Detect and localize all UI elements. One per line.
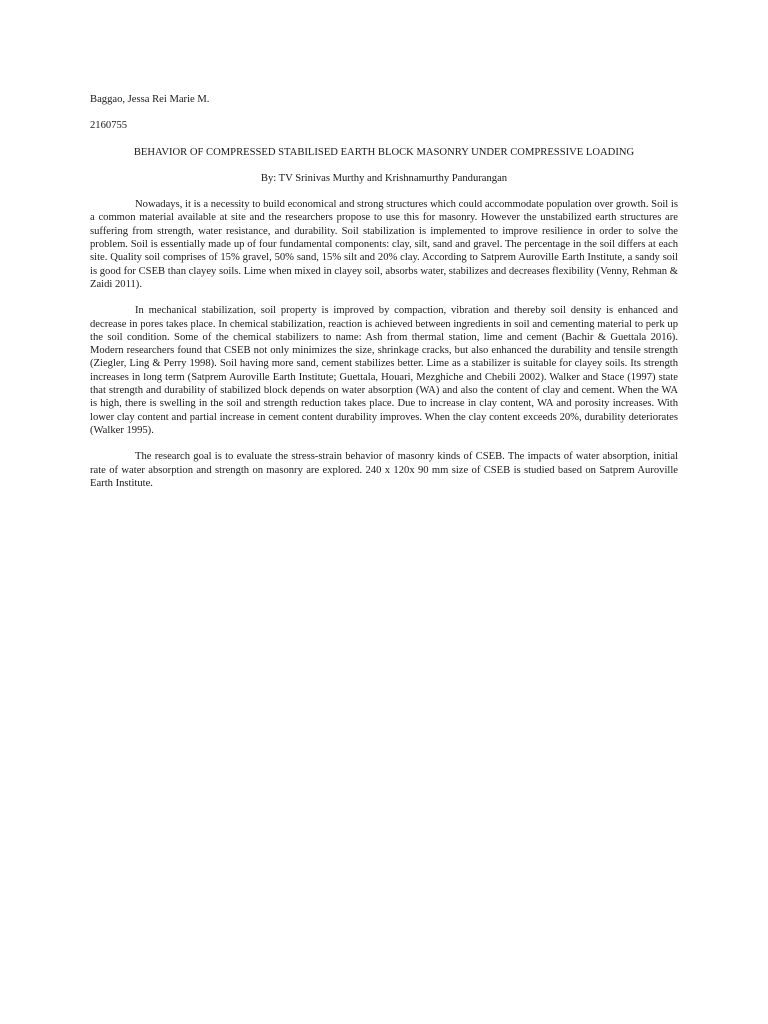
paragraph-stabilization: In mechanical stabilization, soil property is improved by compaction, vibration and thereby soil density is enhanced and decrease in pores takes place. In chemical stabilization, reaction is achieved between ingredients in soil and cementing material to perk up the soil condition. Some of the chemical stabilizers to name: Ash from thermal station, lime and cement (Bachir & Guettala 2016). Modern researchers found that CSEB not only minimizes the size, shrinkage cracks, but also enhanced the durability and tensile strength (Ziegler, Ling & Perry 1998). Soil having more sand, cement stabilizes better. Lime as a stabilizer is suitable for clayey soils. Its strength increases in long term (Satprem Auroville Earth Institute; Guettala, Houari, Mezghiche and Chebili 2002). Walker and Stace (1997) state that strength and durability of stabilized block depends on water absorption (WA) and also the content of clay and cement. When the WA is high, there is swelling in the soil and strength reduction takes place. Due to increase in clay content, WA and porosity increases. With lower clay content and partial increase in cement content durability improves. When the clay content exceeds 20%, durability deteriorates (Walker 1995).	[90, 305, 678, 436]
document-title: BEHAVIOR OF COMPRESSED STABILISED EARTH BLOCK MASONRY UNDER COMPRESSIVE LOADING	[133, 146, 635, 158]
student-id: 2160755	[90, 120, 128, 132]
paragraph-research-goal: The research goal is to evaluate the stress-strain behavior of masonry kinds of CSEB. The impacts of water absorption, initial rate of water absorption and strength on masonry are explored. 240 x 120x 90 mm size of CSEB is studied based on Satprem Auroville Earth Institute.	[90, 451, 678, 489]
author-name: Baggao, Jessa Rei Marie M.	[90, 94, 210, 105]
paragraph-intro: Nowadays, it is a necessity to build economical and strong structures which could accommodate population over growth. Soil is a common material available at site and the researchers propose to use this for masonry. However the unstabilized earth structures are suffering from strength, water resistance, and durability. Soil stabilization is implemented to improve resilience in order to solve the problem. Soil is essentially made up of four fundamental components: clay, silt, sand and gravel. The percentage in the soil differs at each site. Quality soil comprises of 15% gravel, 50% sand, 15% silt and 20% clay. According to Satprem Auroville Earth Institute, a sandy soil is good for CSEB than clayey soils. Lime when mixed in clayey soil, absorbs water, stabilizes and decreases flexibility (Venny, Rehman & Zaidi 2011).	[90, 199, 678, 290]
document-body	[90, 93, 678, 503]
document-byline: By: TV Srinivas Murthy and Krishnamurthy Pandurangan	[260, 172, 508, 184]
